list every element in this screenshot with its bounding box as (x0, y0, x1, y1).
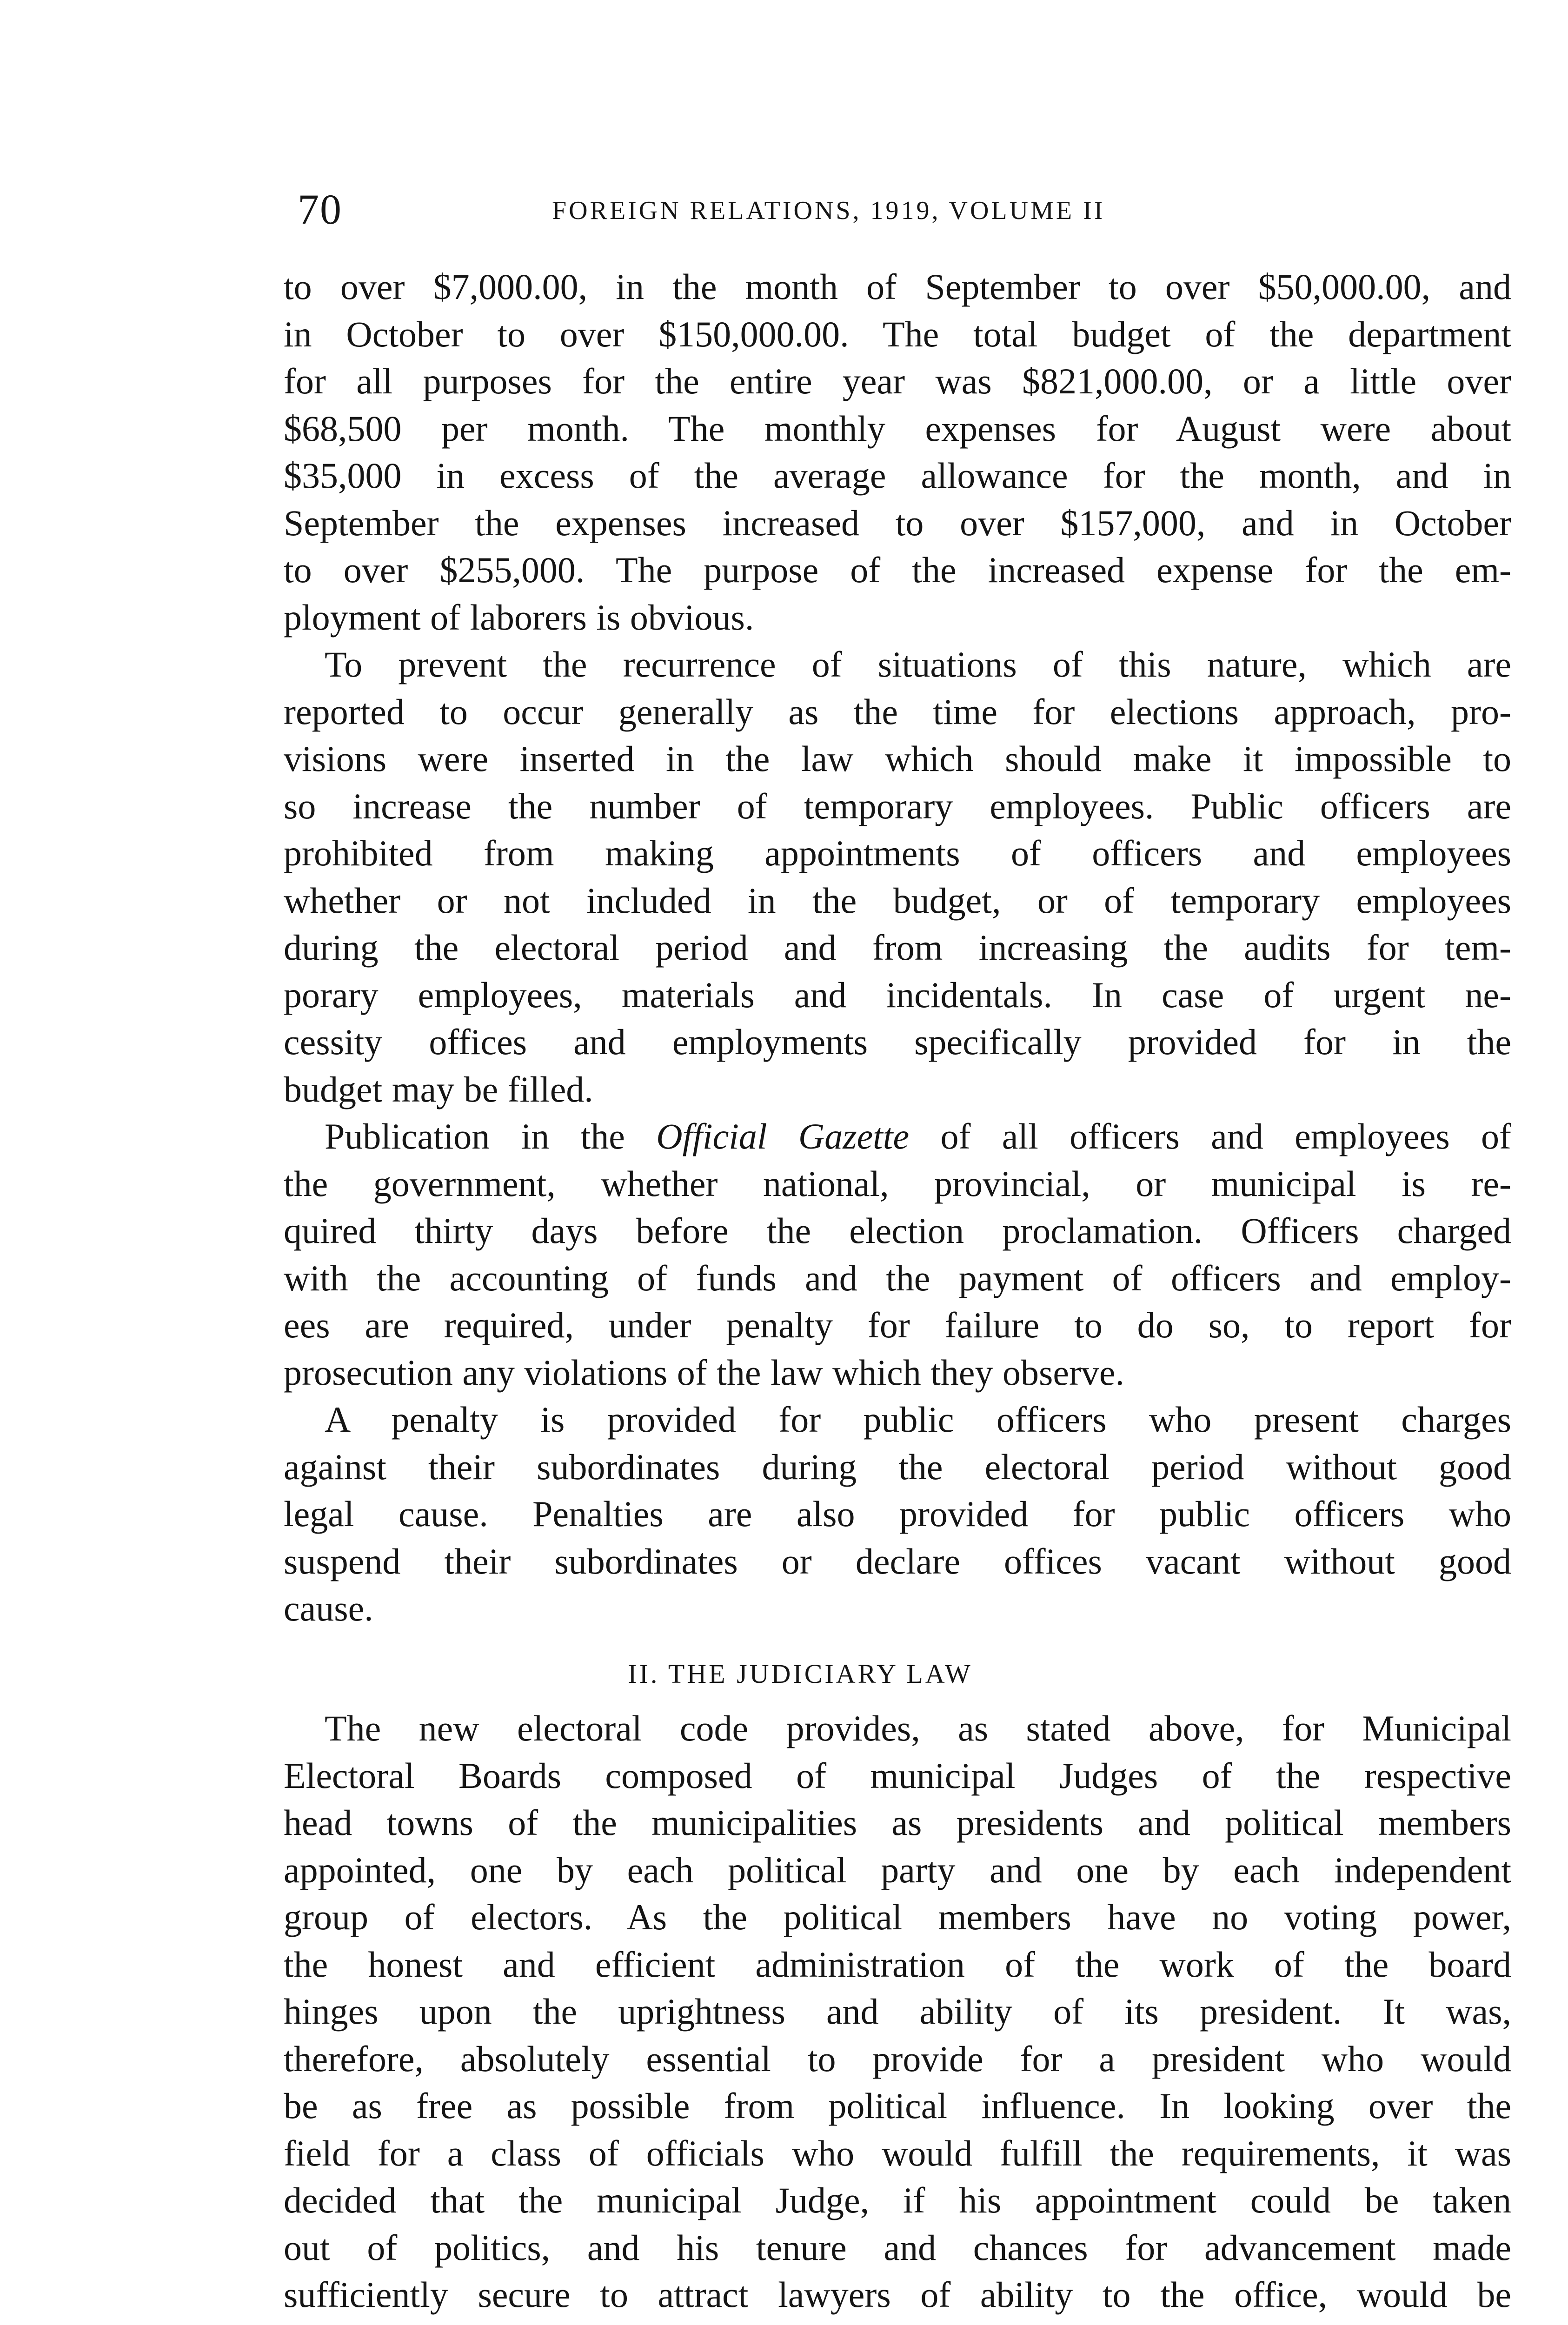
text-line: porary employees, materials and incidentals. In case of urgent ne- (284, 974, 1511, 1015)
text-line: Electoral Boards composed of municipal Judges of the respective (284, 1755, 1511, 1796)
text-line: so increase the number of temporary employees. Public officers are (284, 785, 1511, 826)
paragraph-penalty (284, 1396, 1511, 1632)
page-number: 70 (298, 186, 342, 233)
text-line-with-italic (284, 1113, 1511, 1160)
section-heading: II. THE JUDICIARY LAW (628, 1659, 973, 1689)
italic-title: Official Gazette (656, 1116, 910, 1156)
text-line: prosecution any violations of the law which they observe. (284, 1352, 1125, 1393)
text-line: The new electoral code provides, as stated above, for Municipal (325, 1708, 1511, 1748)
running-head: FOREIGN RELATIONS, 1919, VOLUME II (552, 196, 1105, 225)
paragraph-temporary-employees (284, 641, 1511, 1113)
paragraph-judiciary-law (284, 1705, 1511, 2318)
text-line: with the accounting of funds and the payment of officers and employ- (284, 1257, 1511, 1298)
page-header (298, 184, 1493, 235)
text-line: September the expenses increased to over $157,000, and in October (284, 502, 1511, 543)
text-line: to over $7,000.00, in the month of September to over $50,000.00, and (284, 266, 1511, 307)
text-line: group of electors. As the political members have no voting power, (284, 1897, 1511, 1937)
text-line: whether or not included in the budget, or of temporary employees (284, 880, 1511, 921)
text-line: visions were inserted in the law which should make it impossible to (284, 738, 1511, 779)
text-line: sufficiently secure to attract lawyers of ability to the office, would be (284, 2274, 1511, 2315)
text-line: decided that the municipal Judge, if his appointment could be taken (284, 2180, 1511, 2220)
text-line: for all purposes for the entire year was $821,000.00, or a little over (284, 361, 1511, 401)
text-line: the honest and efficient administration of the work of the board (284, 1944, 1511, 1985)
text-line: A penalty is provided for public officers who present charges (325, 1399, 1511, 1440)
text-line: quired thirty days before the election proclamation. Officers charged (284, 1210, 1511, 1251)
paragraph-official-gazette (284, 1113, 1511, 1396)
text-line: reported to occur generally as the time for elections approach, pro- (284, 691, 1511, 732)
text-line: the government, whether national, provincial, or municipal is re- (284, 1163, 1511, 1204)
text-line: budget may be filled. (284, 1069, 593, 1109)
text-line: hinges upon the uprightness and ability of its president. It was, (284, 1991, 1511, 2032)
text-line: field for a class of officials who would fulfill the requirements, it was (284, 2132, 1511, 2173)
text-line: out of politics, and his tenure and chances for advancement made (284, 2227, 1511, 2268)
section-body (284, 1705, 1511, 2318)
text-line: $35,000 in excess of the average allowance for the month, and in (284, 455, 1511, 496)
text-line: during the electoral period and from increasing the audits for tem- (284, 927, 1511, 968)
text-line: ees are required, under penalty for failure to do so, to report for (284, 1305, 1511, 1345)
text-line: legal cause. Penalties are also provided for public officers who (284, 1494, 1511, 1534)
text-line: cessity offices and employments specifically provided for in the (284, 1022, 1511, 1062)
text-line: appointed, one by each political party and one by each independent (284, 1849, 1511, 1890)
text-line: against their subordinates during the electoral period without good (284, 1446, 1511, 1487)
text-line: head towns of the municipalities as presidents and political members (284, 1802, 1511, 1843)
text-line: cause. (284, 1588, 373, 1628)
text-line: $68,500 per month. The monthly expenses for August were about (284, 408, 1511, 449)
text-line: to over $255,000. The purpose of the increased expense for the em- (284, 550, 1511, 590)
body-text (284, 263, 1511, 1632)
text-line: therefore, absolutely essential to provide for a president who would (284, 2038, 1511, 2079)
text-line: suspend their subordinates or declare offices vacant without good (284, 1541, 1511, 1581)
text-line: in October to over $150,000.00. The total budget of the department (284, 313, 1511, 354)
text-line: To prevent the recurrence of situations of this nature, which are (325, 644, 1511, 684)
text-line: prohibited from making appointments of officers and employees (284, 833, 1511, 873)
paragraph-budget-continuation (284, 263, 1511, 641)
text-run: of all officers and employees of (909, 1116, 1511, 1156)
text-run: Publication in the (325, 1116, 657, 1156)
text-line: be as free as possible from political influence. In looking over the (284, 2086, 1511, 2126)
text-line: ployment of laborers is obvious. (284, 597, 754, 638)
